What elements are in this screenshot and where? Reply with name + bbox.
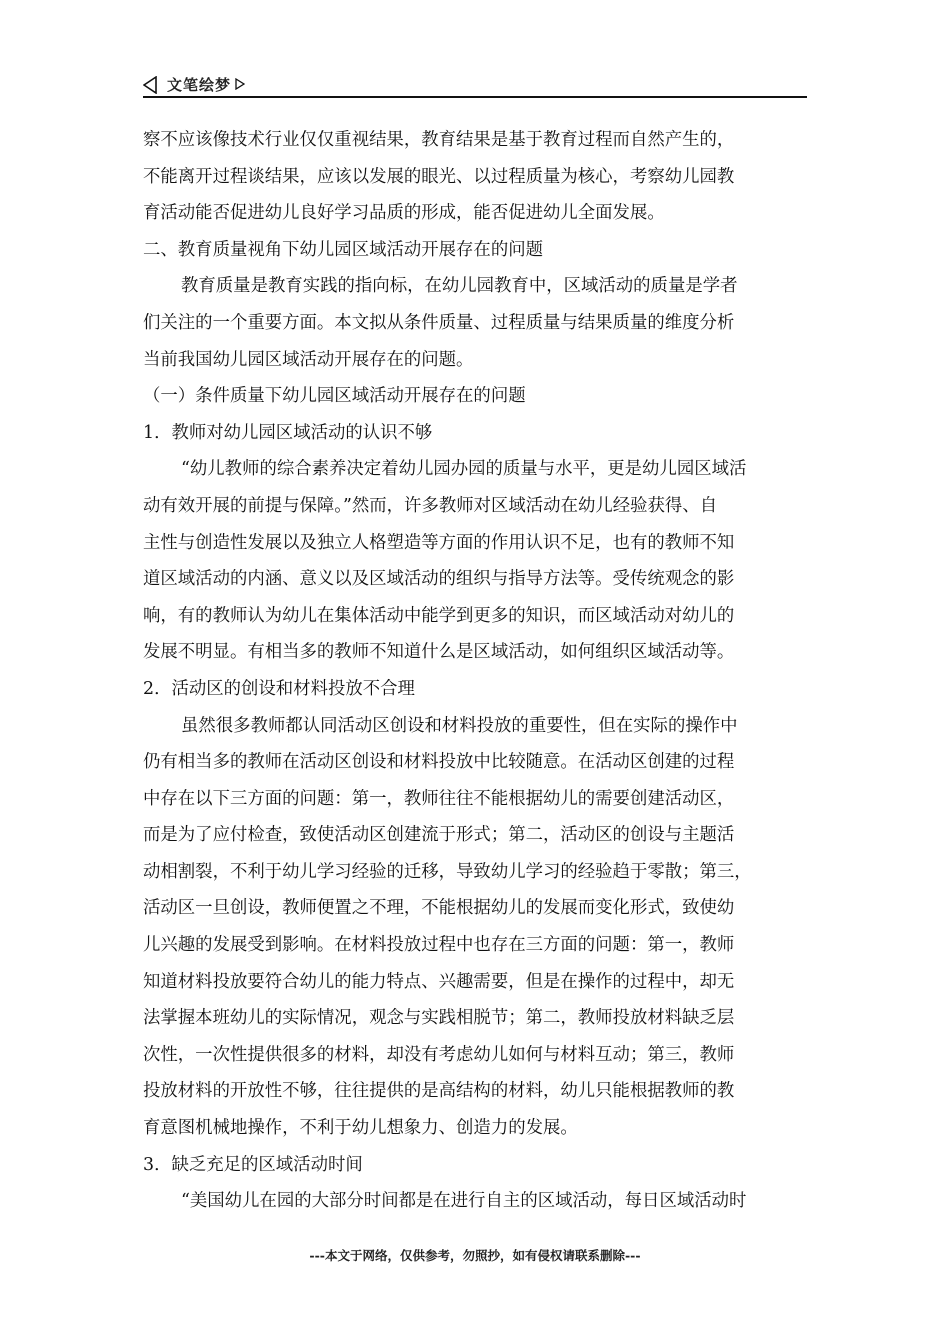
numbered-heading: 3．缺乏充足的区域活动时间 <box>143 1154 363 1175</box>
text-line: 而是为了应付检查，致使活动区创建流于形式；第二，活动区的创设与主题活 <box>143 825 735 846</box>
text-line: 活动区一旦创设，教师便置之不理，不能根据幼儿的发展而变化形式，致使幼 <box>143 898 735 919</box>
text-line: 虽然很多教师都认同活动区创设和材料投放的重要性，但在实际的操作中 <box>181 715 738 736</box>
text-line: 中存在以下三方面的问题：第一，教师往往不能根据幼儿的需要创建活动区， <box>143 788 735 809</box>
header-rule <box>143 96 807 98</box>
subsection-heading: （一）条件质量下幼儿园区域活动开展存在的问题 <box>143 386 526 407</box>
triangle-right-icon <box>235 78 245 90</box>
text-line: 次性，一次性提供很多的材料，却没有考虑幼儿如何与材料互动；第三，教师 <box>143 1044 735 1065</box>
text-line: 动有效开展的前提与保障。”然而，许多教师对区域活动在幼儿经验获得、自 <box>143 495 718 516</box>
section-heading: 二、教育质量视角下幼儿园区域活动开展存在的问题 <box>143 239 543 260</box>
text-line: 发展不明显。有相当多的教师不知道什么是区域活动，如何组织区域活动等。 <box>143 642 735 663</box>
text-line: 投放材料的开放性不够，往往提供的是高结构的材料，幼儿只能根据教师的教 <box>143 1081 735 1102</box>
text-line: 当前我国幼儿园区域活动开展存在的问题。 <box>143 349 474 370</box>
header-brand: 文笔绘梦 <box>167 76 232 94</box>
page-header <box>143 74 807 98</box>
numbered-heading: 1．教师对幼儿园区域活动的认识不够 <box>143 422 433 443</box>
text-line: 们关注的一个重要方面。本文拟从条件质量、过程质量与结果质量的维度分析 <box>143 312 735 333</box>
text-line: 育活动能否促进幼儿良好学习品质的形成，能否促进幼儿全面发展。 <box>143 203 665 224</box>
text-line: “美国幼儿在园的大部分时间都是在进行自主的区域活动，每日区域活动时 <box>181 1191 747 1212</box>
page-footer: ---本文于网络，仅供参考，勿照抄，如有侵权请联系删除--- <box>309 1248 641 1263</box>
text-line: 响，有的教师认为幼儿在集体活动中能学到更多的知识，而区域活动对幼儿的 <box>143 605 735 626</box>
text-line: 教育质量是教育实践的指向标，在幼儿园教育中，区域活动的质量是学者 <box>181 276 738 297</box>
text-line: “幼儿教师的综合素养决定着幼儿园办园的质量与水平，更是幼儿园区域活 <box>181 459 747 480</box>
text-line: 不能离开过程谈结果，应该以发展的眼光、以过程质量为核心，考察幼儿园教 <box>143 166 735 187</box>
text-line: 知道材料投放要符合幼儿的能力特点、兴趣需要，但是在操作的过程中，却无 <box>143 971 735 992</box>
text-line: 动相割裂，不利于幼儿学习经验的迁移，导致幼儿学习的经验趋于零散；第三， <box>143 861 752 882</box>
triangle-left-icon <box>143 76 157 94</box>
text-line: 察不应该像技术行业仅仅重视结果，教育结果是基于教育过程而自然产生的， <box>143 130 735 150</box>
text-line: 道区域活动的内涵、意义以及区域活动的组织与指导方法等。受传统观念的影 <box>143 569 735 590</box>
document-body <box>143 122 813 1220</box>
text-line: 主性与创造性发展以及独立人格塑造等方面的作用认识不足，也有的教师不知 <box>143 532 735 553</box>
text-line: 儿兴趣的发展受到影响。在材料投放过程中也存在三方面的问题：第一，教师 <box>143 935 735 956</box>
numbered-heading: 2．活动区的创设和材料投放不合理 <box>143 678 415 699</box>
text-line: 仍有相当多的教师在活动区创设和材料投放中比较随意。在活动区创建的过程 <box>143 752 735 773</box>
text-line: 法掌握本班幼儿的实际情况，观念与实践相脱节；第二，教师投放材料缺乏层 <box>143 1008 735 1029</box>
text-line: 育意图机械地操作，不利于幼儿想象力、创造力的发展。 <box>143 1118 578 1139</box>
